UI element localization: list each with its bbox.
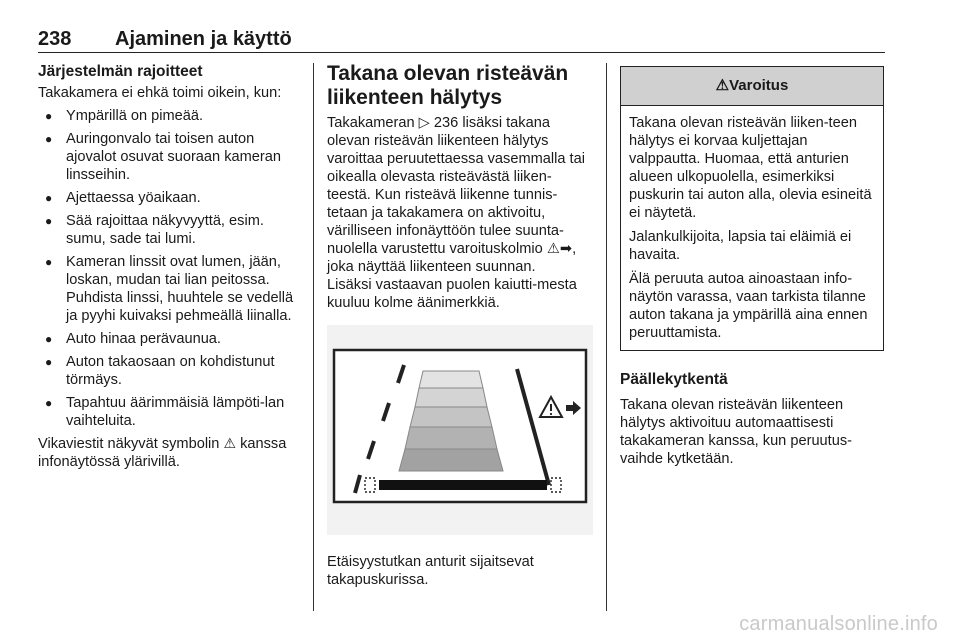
speaker-paragraph: Lisäksi vastaavan puolen kaiutti-mesta kuuluu kolme äänimerkkiä. xyxy=(327,277,577,311)
cross-traffic-text: Takakameran ▷ 236 lisäksi takana olevan risteävän liikenteen hälytys varoittaa peruutettaessa vasemmalla tai oikealla olevasta risteävästä liiken-teestä. Kun risteävä liikenne tunnis-tetaan ja takakamera on aktivoitu, värilliseen infonäyttöön tulee suunta-nuolella varustettu varoituskolmio xyxy=(327,115,585,257)
warning-arrow-icon: ⚠➡ xyxy=(546,241,573,257)
limits-list xyxy=(38,107,300,430)
warning-paragraph: Takana olevan risteävän liiken-teen hälytys ei korvaa kuljettajan valppautta. Huomaa, että anturien alueen ulkopuolella, esimerkiksi puskurin tai auton alla, olevia esineitä ei näytetä. xyxy=(629,115,872,221)
illustration-caption: Etäisyystutkan anturit sijaitsevat takapuskurissa. xyxy=(327,554,534,588)
list-item: ● Kameran linssit ovat lumen, jään, loskan, mudan tai lian peitossa. Puhdista linssi, huuhtele se vedellä ja pyyhi kuivaksi pehmeällä liinalla. xyxy=(38,253,300,325)
fault-note-pre: Vikaviestit näkyvät symbolin xyxy=(38,436,220,452)
guideline-zone xyxy=(419,371,483,388)
section-heading-limits: Järjestelmän rajoitteet xyxy=(38,63,203,80)
warning-triangle-icon: ⚠ xyxy=(223,435,237,451)
activation-text: Takana olevan risteävän liikenteen hälytys aktivoituu automaattisesti takakameran kanssa, kun peruutus-vaihde kytketään. xyxy=(620,397,853,467)
guideline-zone xyxy=(410,407,492,427)
guideline-zone xyxy=(415,388,487,407)
warning-header xyxy=(621,67,883,106)
rear-camera-illustration xyxy=(327,325,593,535)
page-number: 238 xyxy=(38,28,72,50)
column-divider-1 xyxy=(313,63,314,611)
column-warning xyxy=(620,66,886,468)
list-item: ● Auto hinaa perävaunua. xyxy=(38,330,300,348)
warning-icon: ⚠ xyxy=(715,77,730,94)
column-divider-2 xyxy=(606,63,607,611)
sensor-bar xyxy=(379,480,547,490)
guideline-zone xyxy=(405,427,497,449)
list-item: ● Tapahtuu äärimmäisiä lämpöti-lan vaihteluita. xyxy=(38,394,300,430)
list-item: ● Auringonvalo tai toisen auton ajovalot osuvat suoraan kameran linsseihin. xyxy=(38,130,300,184)
warning-paragraph: Jalankulkijoita, lapsia tai eläimiä ei havaita. xyxy=(629,229,852,263)
column-cross-traffic xyxy=(327,62,593,589)
column-system-limits xyxy=(38,62,300,471)
limits-intro: Takakamera ei ehkä toimi oikein, kun: xyxy=(38,85,282,101)
list-item: ● Sää rajoittaa näkyvyyttä, esim. sumu, sade tai lumi. xyxy=(38,212,300,248)
rear-camera-display-graphic xyxy=(327,325,593,535)
fault-note-post: kanssa infonäytössä ylärivillä. xyxy=(38,436,287,470)
list-item: ● Auton takaosaan on kohdistunut törmäys. xyxy=(38,353,300,389)
warning-body xyxy=(621,106,883,350)
warning-box xyxy=(620,66,884,351)
section-heading-cross-traffic: Takana olevan risteävän liikenteen hälytys xyxy=(327,62,569,109)
warning-title: Varoitus xyxy=(729,77,789,94)
chapter-title: Ajaminen ja käyttö xyxy=(115,28,292,50)
list-item: ● Ympärillä on pimeää. xyxy=(38,107,300,125)
page-header xyxy=(38,26,885,53)
site-watermark: carmanualsonline.info xyxy=(739,613,938,635)
list-item: ● Ajettaessa yöaikaan. xyxy=(38,189,300,207)
guideline-zone xyxy=(399,449,503,471)
section-heading-activation: Päällekytkentä xyxy=(620,371,728,388)
cross-traffic-paragraph xyxy=(327,114,593,276)
fault-message-note xyxy=(38,434,300,471)
warning-paragraph: Älä peruuta autoa ainoastaan info-näytön varassa, vaan tarkista tilanne auton takana ja ympärillä aina ennen peruuttamista. xyxy=(629,271,868,341)
cross-traffic-text-end: , joka näyttää liikenteen suunnan. xyxy=(327,241,577,275)
